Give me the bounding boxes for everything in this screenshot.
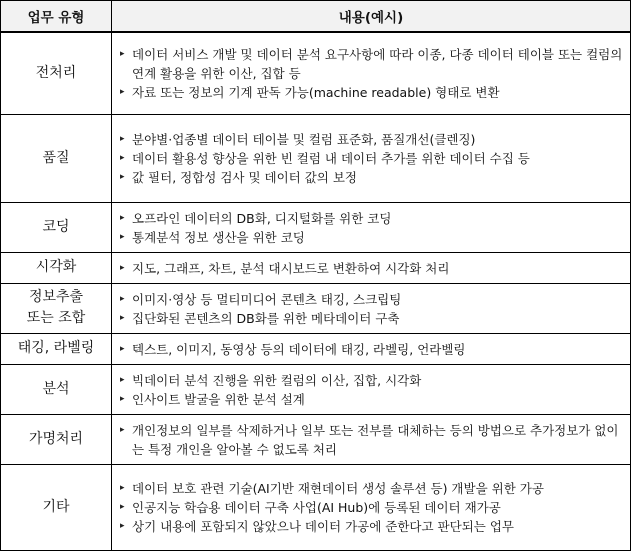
table-row <box>1 283 631 333</box>
list-item <box>120 498 624 517</box>
table-row <box>1 364 631 414</box>
table-row <box>1 333 631 364</box>
list-item <box>120 290 624 309</box>
row-content <box>112 283 631 333</box>
list-item <box>120 309 624 328</box>
item-text: 텍스트, 이미지, 동영상 등의 데이터에 태깅, 라벨링, 언라벨링 <box>132 341 466 357</box>
bullet-icon: ▸ <box>120 343 125 354</box>
list-item <box>120 421 624 459</box>
bullet-icon: ▸ <box>120 262 125 273</box>
item-text: 집단화된 콘텐츠의 DB화를 위한 메타데이터 구축 <box>132 310 400 326</box>
row-type: 품질 <box>1 114 112 202</box>
item-text: 인공지능 학습용 데이터 구축 사업(AI Hub)에 등록된 데이터 재가공 <box>132 500 501 515</box>
item-text: 자료 또는 정보의 기계 판독 가능(machine readable) 형태로 변환 <box>132 85 500 101</box>
row-content <box>112 32 631 114</box>
row-type: 태깅, 라벨링 <box>1 333 112 364</box>
row-type: 시각화 <box>1 252 112 283</box>
bullet-icon: ▸ <box>120 293 125 304</box>
row-type-line: 또는 조합 <box>26 310 86 326</box>
item-text: 값 필터, 정합성 검사 및 데이터 값의 보정 <box>132 170 357 185</box>
list-item <box>120 259 624 278</box>
table-header-row <box>1 1 631 33</box>
row-content <box>112 464 631 550</box>
list-item <box>120 83 624 102</box>
table-row <box>1 202 631 252</box>
list-item <box>120 371 624 390</box>
item-text: 지도, 그래프, 차트, 분석 대시보드로 변환하여 시각화 처리 <box>132 260 450 276</box>
item-text: 오프라인 데이터의 DB화, 디지털화를 위한 코딩 <box>132 210 392 226</box>
bullet-icon: ▸ <box>120 312 125 323</box>
item-text: 데이터 보호 관련 기술(AI기반 재현데이터 생성 솔루션 등) 개발을 위한 가공 <box>132 481 544 496</box>
table-row <box>1 114 631 202</box>
list-item <box>120 149 624 168</box>
list-item <box>120 168 624 187</box>
row-content <box>112 364 631 414</box>
item-text: 데이터 활용성 향상을 위한 빈 컬럼 내 데이터 추가를 위한 데이터 수집 등 <box>132 151 530 166</box>
bullet-icon: ▸ <box>120 87 125 98</box>
list-item <box>120 479 624 498</box>
header-type: 업무 유형 <box>1 1 112 33</box>
bullet-icon: ▸ <box>120 374 125 385</box>
row-type: 코딩 <box>1 202 112 252</box>
row-type: 기타 <box>1 464 112 550</box>
bullet-icon: ▸ <box>120 424 125 435</box>
item-text: 데이터 서비스 개발 및 데이터 분석 요구사항에 따라 이종, 다종 데이터 테이블 또는 컬럼의 연계 활용을 위한 이산, 집합 등 <box>132 47 623 82</box>
row-content <box>112 202 631 252</box>
list-item <box>120 130 624 149</box>
bullet-icon: ▸ <box>120 521 125 531</box>
list-item <box>120 517 624 536</box>
table-row <box>1 252 631 283</box>
bullet-icon: ▸ <box>120 172 125 182</box>
row-type <box>1 283 112 333</box>
list-item <box>120 45 624 83</box>
list-item <box>120 340 624 359</box>
item-text: 개인정보의 일부를 삭제하거나 일부 또는 전부를 대체하는 등의 방법으로 추가정보가 없이는 특정 개인을 알아볼 수 없도록 처리 <box>132 422 619 457</box>
row-content <box>112 114 631 202</box>
header-content: 내용(예시) <box>112 1 631 33</box>
bullet-icon: ▸ <box>120 49 125 60</box>
bullet-icon: ▸ <box>120 502 125 512</box>
row-content <box>112 252 631 283</box>
bullet-icon: ▸ <box>120 153 125 163</box>
table-row <box>1 464 631 550</box>
table-row <box>1 414 631 464</box>
list-item <box>120 209 624 228</box>
row-type: 전처리 <box>1 32 112 114</box>
item-text: 통계분석 정보 생산을 위한 코딩 <box>132 229 305 245</box>
row-type: 가명처리 <box>1 414 112 464</box>
bullet-icon: ▸ <box>120 212 125 223</box>
item-text: 빅데이터 분석 진행을 위한 컬럼의 이산, 집합, 시각화 <box>132 372 422 388</box>
row-content <box>112 414 631 464</box>
row-content <box>112 333 631 364</box>
item-text: 이미지·영상 등 멀티미디어 콘텐츠 태깅, 스크립팅 <box>132 291 402 307</box>
row-type-line: 정보추출 <box>28 289 84 305</box>
bullet-icon: ▸ <box>120 231 125 242</box>
bullet-icon: ▸ <box>120 393 125 404</box>
table-row <box>1 32 631 114</box>
item-text: 인사이트 발굴을 위한 분석 설계 <box>132 391 305 407</box>
list-item <box>120 390 624 409</box>
item-text: 분야별·업종별 데이터 테이블 및 컬럼 표준화, 품질개선(클렌징) <box>132 132 476 147</box>
item-text: 상기 내용에 포함되지 않았으나 데이터 가공에 준한다고 판단되는 업무 <box>132 519 514 534</box>
list-item <box>120 228 624 247</box>
bullet-icon: ▸ <box>120 483 125 493</box>
row-type: 분석 <box>1 364 112 414</box>
bullet-icon: ▸ <box>120 134 125 144</box>
